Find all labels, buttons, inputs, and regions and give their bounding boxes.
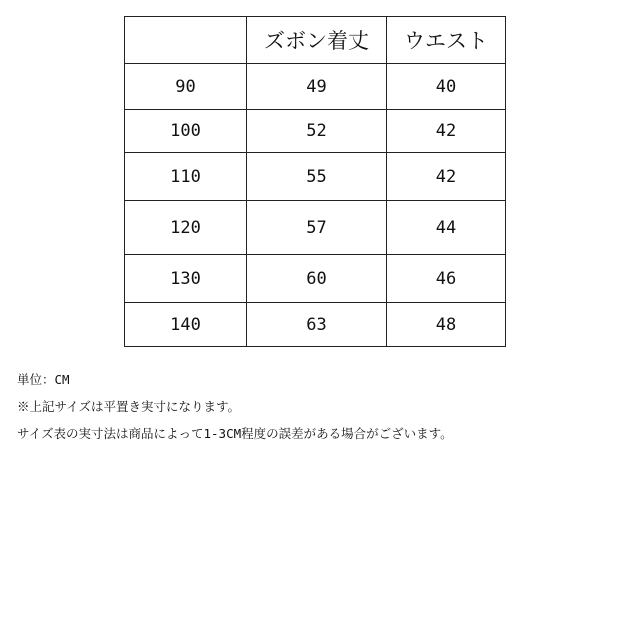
header-cell-waist: ウエスト	[387, 17, 506, 64]
table-row	[125, 201, 506, 255]
size-cell: 140	[125, 303, 247, 347]
waist-cell: 42	[387, 110, 506, 153]
pants-length-cell: 55	[247, 153, 387, 201]
header-row	[125, 17, 506, 64]
unit-note: 単位：CM	[17, 372, 70, 387]
pants-length-cell: 63	[247, 303, 387, 347]
table-row	[125, 153, 506, 201]
table-row	[125, 303, 506, 347]
pants-length-cell: 49	[247, 64, 387, 110]
size-cell: 130	[125, 255, 247, 303]
notes-block	[17, 366, 453, 447]
table-row	[125, 110, 506, 153]
waist-cell: 44	[387, 201, 506, 255]
header-cell-size	[125, 17, 247, 64]
header-cell-pants-length: ズボン着丈	[247, 17, 387, 64]
size-cell: 100	[125, 110, 247, 153]
size-cell: 120	[125, 201, 247, 255]
size-table	[124, 16, 506, 347]
table-row	[125, 255, 506, 303]
waist-cell: 40	[387, 64, 506, 110]
size-cell: 110	[125, 153, 247, 201]
pants-length-cell: 52	[247, 110, 387, 153]
pants-length-cell: 57	[247, 201, 387, 255]
pants-length-cell: 60	[247, 255, 387, 303]
size-cell: 90	[125, 64, 247, 110]
flat-measurement-note: ※上記サイズは平置き実寸になります。	[17, 399, 241, 414]
table-row	[125, 64, 506, 110]
waist-cell: 46	[387, 255, 506, 303]
waist-cell: 42	[387, 153, 506, 201]
tolerance-note: サイズ表の実寸法は商品によって1-3CM程度の誤差がある場合がございます。	[17, 426, 453, 441]
waist-cell: 48	[387, 303, 506, 347]
